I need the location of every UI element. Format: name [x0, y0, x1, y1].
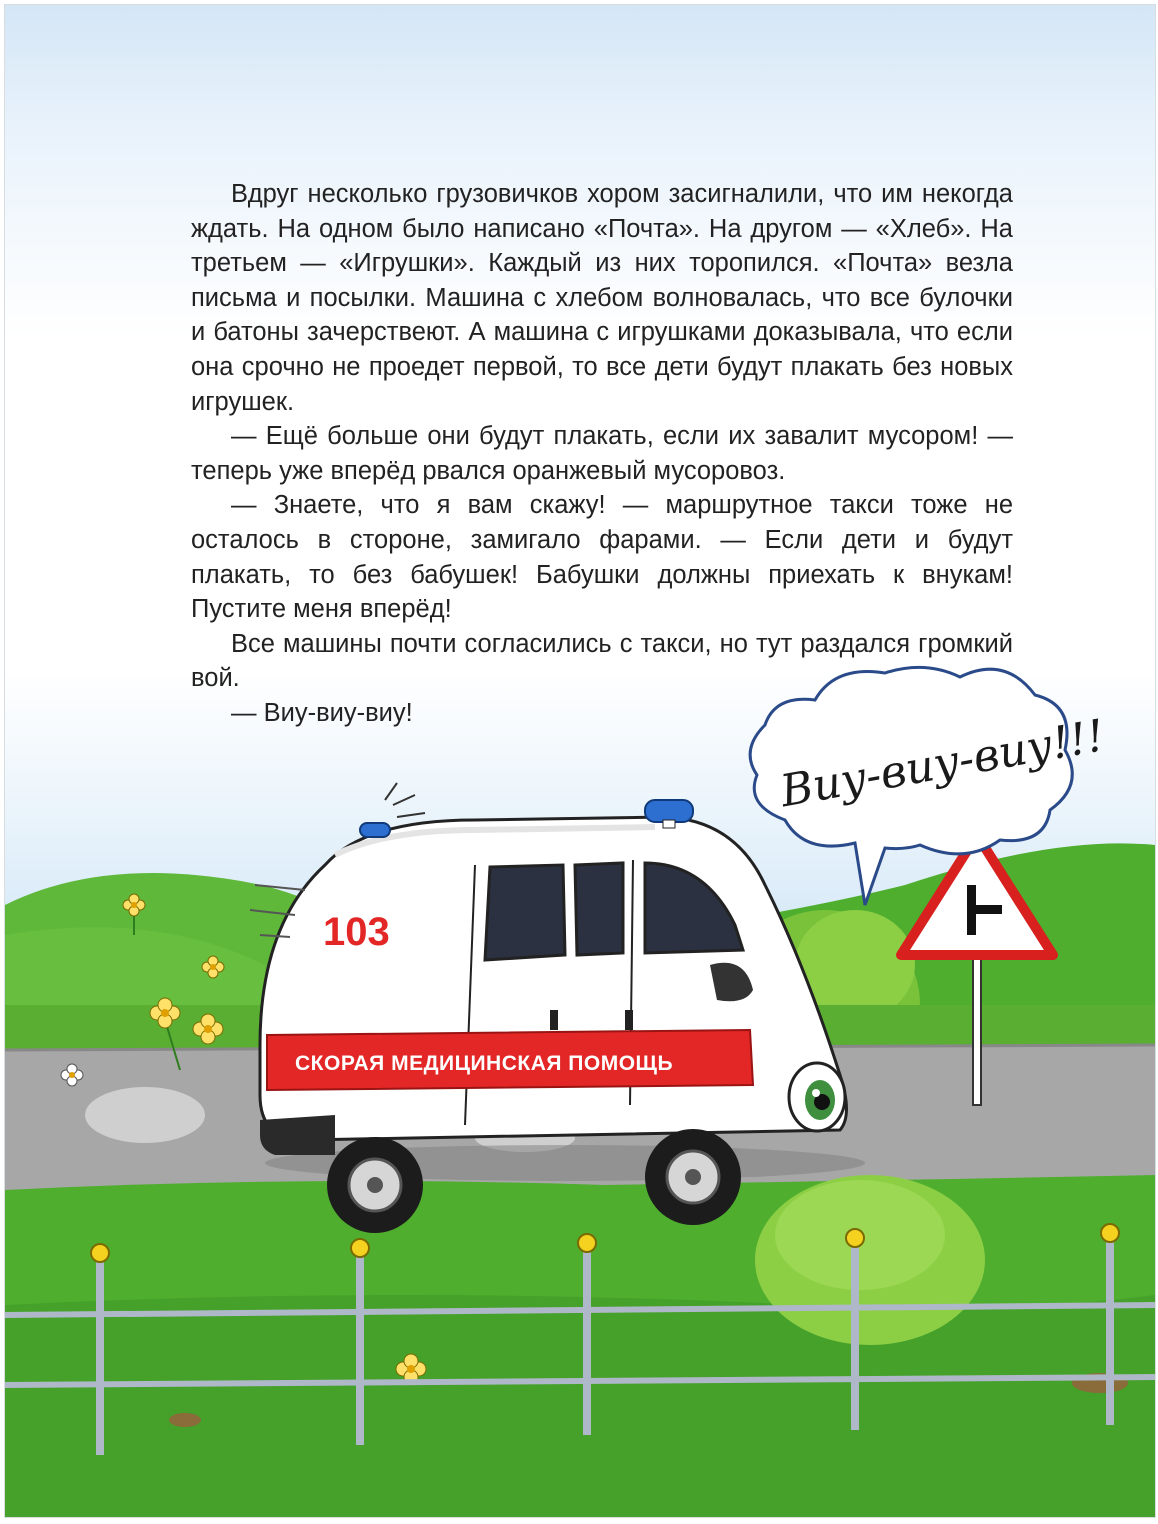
wheel-icon: [327, 1137, 423, 1233]
story-paragraph: — Ещё больше они будут плакать, если их завалит мусором! — теперь уже вперёд рвался оранжевый мусоровоз.: [191, 422, 1013, 485]
story-paragraph: Вдруг несколько грузовичков хором засигналили, что им некогда ждать. На одном было написано «Почта». На другом — «Хлеб». На третьем — «Игрушки». Каждый из них торопился. «Почта» везла письма и посылки. Машина с хлебом волновалась, что все булочки и батоны зачерствеют. А машина с игрушками доказывала, что если она срочно не проедет первой, то все дети будут плакать без новых игрушек.: [191, 180, 1013, 416]
van-stripe-text: СКОРАЯ МЕДИЦИНСКАЯ ПОМОЩЬ: [295, 1052, 674, 1075]
ambulance-illustration: [5, 5, 1155, 1517]
van-window: [575, 863, 623, 955]
story-paragraph: — Знаете, что я вам скажу! — маршрутное такси тоже не осталось в стороне, замигало фарами. — Если дети и будут плакать, то без бабушек! Бабушки должны приехать к внукам! Пустите меня вперёд!: [191, 491, 1013, 624]
van-window: [485, 865, 565, 960]
book-page: [4, 4, 1156, 1518]
wheel-icon: [645, 1129, 741, 1225]
story-paragraph: — Виу-виу-виу!: [231, 698, 413, 727]
eye-icon: [789, 1063, 845, 1131]
van-number: 103: [323, 910, 390, 954]
dust-cloud-icon: [85, 1087, 205, 1143]
story-paragraph: Все машины почти согласились с такси, но тут раздался громкий вой.: [191, 629, 1013, 693]
bubble-text: Виу-виу-виу!!!: [776, 710, 1109, 818]
